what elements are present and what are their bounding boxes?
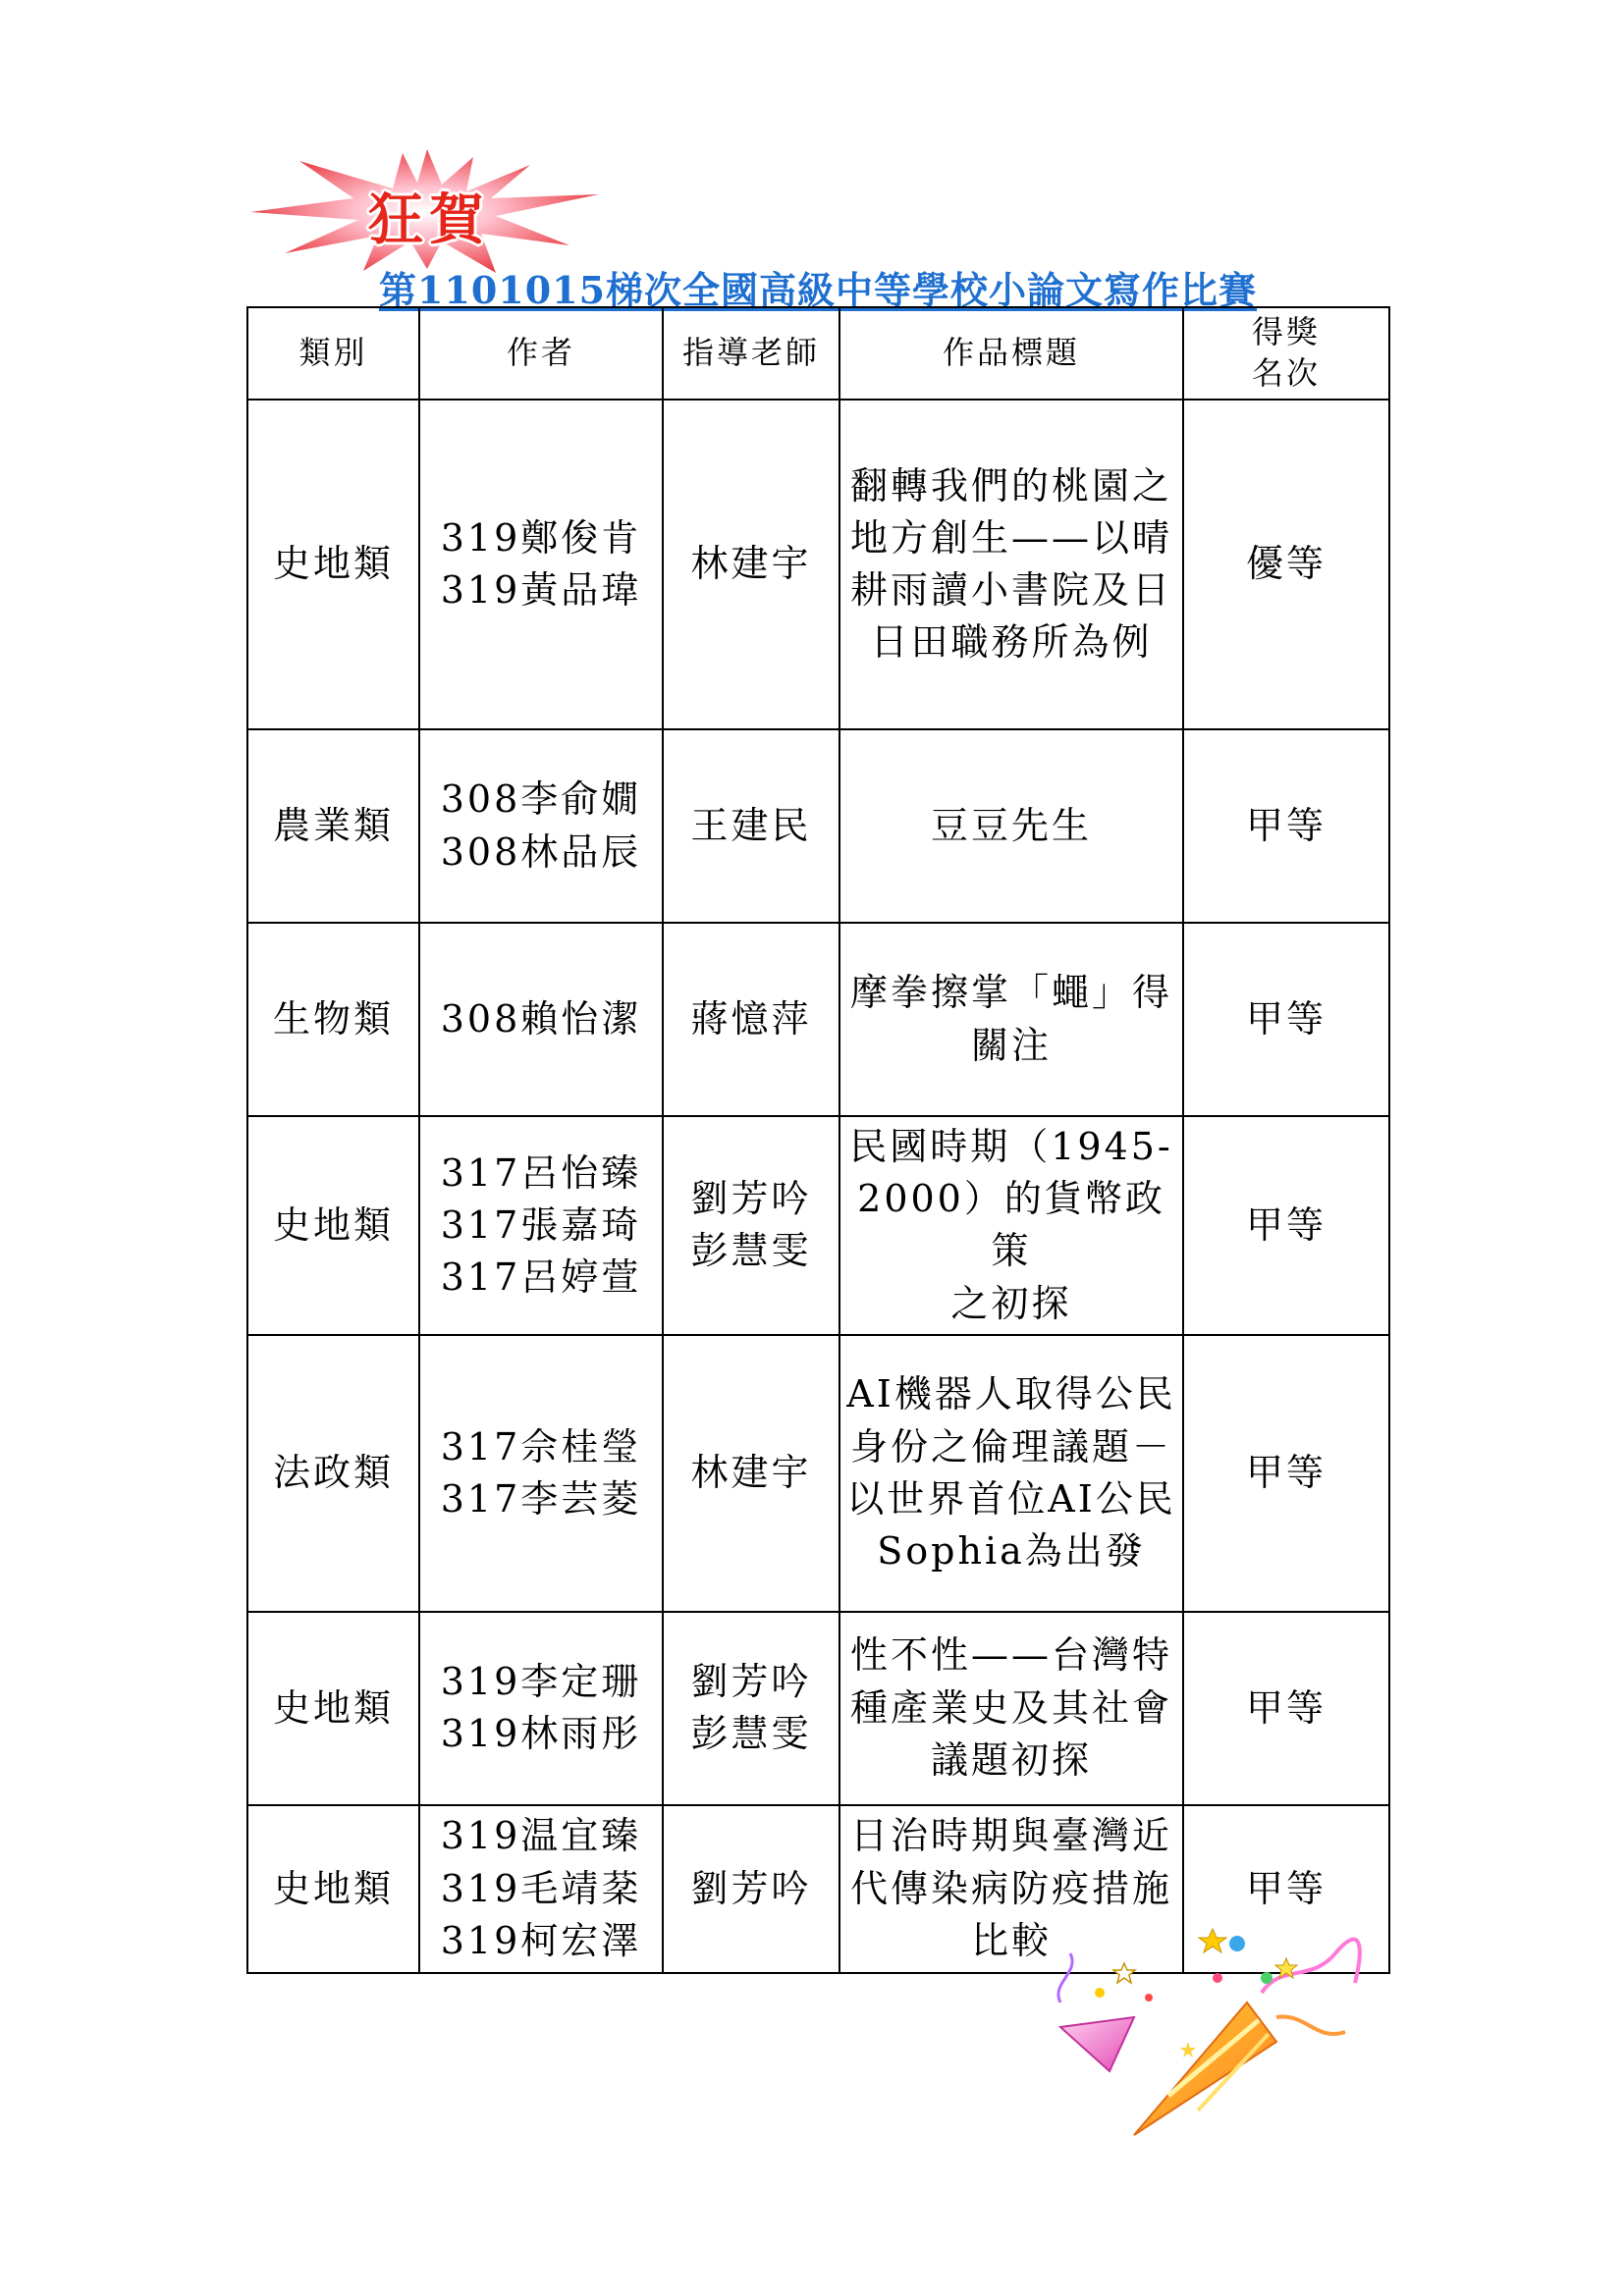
table-header-row xyxy=(247,307,1389,400)
advisor-cell xyxy=(663,1116,839,1335)
category-cell: 法政類 xyxy=(247,1335,419,1612)
work-title-line: 關注 xyxy=(970,1023,1052,1067)
advisor-name: 林建宇 xyxy=(690,1451,812,1495)
advisor-cell xyxy=(663,1335,839,1612)
work-title-line: 民國時期（1945- xyxy=(849,1125,1173,1168)
author-name: 308賴怡潔 xyxy=(440,996,642,1041)
work-title-cell xyxy=(839,1116,1183,1335)
advisor-name: 劉芳吟 xyxy=(690,1660,812,1704)
header-author: 作者 xyxy=(419,307,663,400)
author-name: 317張嘉琦 xyxy=(440,1202,642,1247)
author-name: 317呂怡臻 xyxy=(440,1150,642,1195)
category-cell: 史地類 xyxy=(247,1805,419,1973)
awards-table xyxy=(246,306,1390,1974)
author-name: 319毛靖棻 xyxy=(440,1866,642,1910)
party-popper-icon xyxy=(1041,1924,1375,2160)
work-title-line: Sophia為出發 xyxy=(877,1528,1146,1573)
work-title-line: 摩拳擦掌「蠅」得 xyxy=(849,971,1172,1015)
table-row xyxy=(247,729,1389,923)
work-title-line: 日治時期與臺灣近 xyxy=(849,1814,1172,1858)
author-name: 319温宜臻 xyxy=(440,1814,642,1858)
badge-text: 狂賀 xyxy=(368,188,490,252)
advisor-cell xyxy=(663,1805,839,1973)
author-name: 317李芸菱 xyxy=(440,1476,642,1521)
header-rank-line: 名次 xyxy=(1251,354,1321,392)
table-row xyxy=(247,923,1389,1116)
rank-cell: 優等 xyxy=(1183,400,1389,729)
rank-cell: 甲等 xyxy=(1183,1335,1389,1612)
author-name: 319林雨彤 xyxy=(440,1712,642,1756)
advisor-name: 劉芳吟 xyxy=(690,1177,812,1221)
advisor-cell xyxy=(663,923,839,1116)
work-title-line: AI機器人取得公民 xyxy=(846,1372,1176,1416)
work-title-line: 豆豆先生 xyxy=(930,803,1092,847)
header-category: 類別 xyxy=(247,307,419,400)
category-cell: 史地類 xyxy=(247,400,419,729)
work-title-line: 代傳染病防疫措施 xyxy=(849,1866,1172,1910)
table-row xyxy=(247,400,1389,729)
author-name: 317佘桂瑩 xyxy=(440,1424,642,1468)
work-title-cell xyxy=(839,1335,1183,1612)
category-cell: 史地類 xyxy=(247,1116,419,1335)
author-name: 308李俞嫺 xyxy=(440,777,642,822)
authors-cell xyxy=(419,400,663,729)
work-title-line: 翻轉我們的桃園之 xyxy=(849,463,1172,507)
page-title: 第1101015梯次全國高級中等學校小論文寫作比賽 xyxy=(378,268,1258,312)
author-name: 317呂婷萱 xyxy=(440,1255,642,1299)
authors-cell xyxy=(419,1335,663,1612)
work-title-line: 日田職務所為例 xyxy=(870,620,1153,665)
work-title-line: 耕雨讀小書院及日 xyxy=(849,568,1172,612)
work-title-line: 議題初探 xyxy=(930,1737,1092,1782)
author-name: 319鄭俊肯 xyxy=(440,515,642,560)
work-title-cell xyxy=(839,1612,1183,1805)
work-title-line: 身份之倫理議題－ xyxy=(849,1424,1172,1468)
advisor-cell xyxy=(663,400,839,729)
work-title-line: 種產業史及其社會 xyxy=(849,1685,1172,1730)
work-title-line: 性不性——台灣特 xyxy=(849,1633,1172,1678)
author-name: 308林品辰 xyxy=(440,829,642,874)
advisor-name: 蔣憶萍 xyxy=(690,996,812,1041)
authors-cell xyxy=(419,729,663,923)
work-title-line: 之初探 xyxy=(950,1281,1072,1325)
rank-cell: 甲等 xyxy=(1183,729,1389,923)
authors-cell xyxy=(419,1612,663,1805)
authors-cell xyxy=(419,1805,663,1973)
table-row xyxy=(247,1116,1389,1335)
advisor-name: 劉芳吟 xyxy=(690,1866,812,1910)
work-title-line: 2000）的貨幣政策 xyxy=(857,1177,1165,1273)
header-advisor: 指導老師 xyxy=(663,307,839,400)
rank-cell: 甲等 xyxy=(1183,1612,1389,1805)
author-name: 319柯宏澤 xyxy=(440,1918,642,1962)
work-title-line: 地方創生——以晴 xyxy=(849,515,1172,560)
advisor-name: 林建宇 xyxy=(690,542,812,586)
advisor-name: 王建民 xyxy=(690,803,812,847)
author-name: 319黃品瑋 xyxy=(440,568,642,612)
authors-cell xyxy=(419,923,663,1116)
work-title-line: 以世界首位AI公民 xyxy=(846,1476,1176,1521)
advisor-cell xyxy=(663,729,839,923)
table-row xyxy=(247,1612,1389,1805)
advisor-name: 彭慧雯 xyxy=(690,1229,812,1273)
advisor-cell xyxy=(663,1612,839,1805)
category-cell: 史地類 xyxy=(247,1612,419,1805)
advisor-name: 彭慧雯 xyxy=(690,1712,812,1756)
table-row xyxy=(247,1335,1389,1612)
work-title-line: 比較 xyxy=(970,1918,1052,1962)
rank-cell: 甲等 xyxy=(1183,923,1389,1116)
rank-cell: 甲等 xyxy=(1183,1116,1389,1335)
header-work-title: 作品標題 xyxy=(839,307,1183,400)
category-cell: 農業類 xyxy=(247,729,419,923)
work-title-cell xyxy=(839,400,1183,729)
author-name: 319李定珊 xyxy=(440,1660,642,1704)
header-rank-line: 得獎 xyxy=(1251,313,1321,351)
header-rank xyxy=(1183,307,1389,400)
rank-cell: 甲等 xyxy=(1183,1805,1389,1973)
work-title-cell xyxy=(839,729,1183,923)
category-cell: 生物類 xyxy=(247,923,419,1116)
work-title-cell xyxy=(839,923,1183,1116)
authors-cell xyxy=(419,1116,663,1335)
